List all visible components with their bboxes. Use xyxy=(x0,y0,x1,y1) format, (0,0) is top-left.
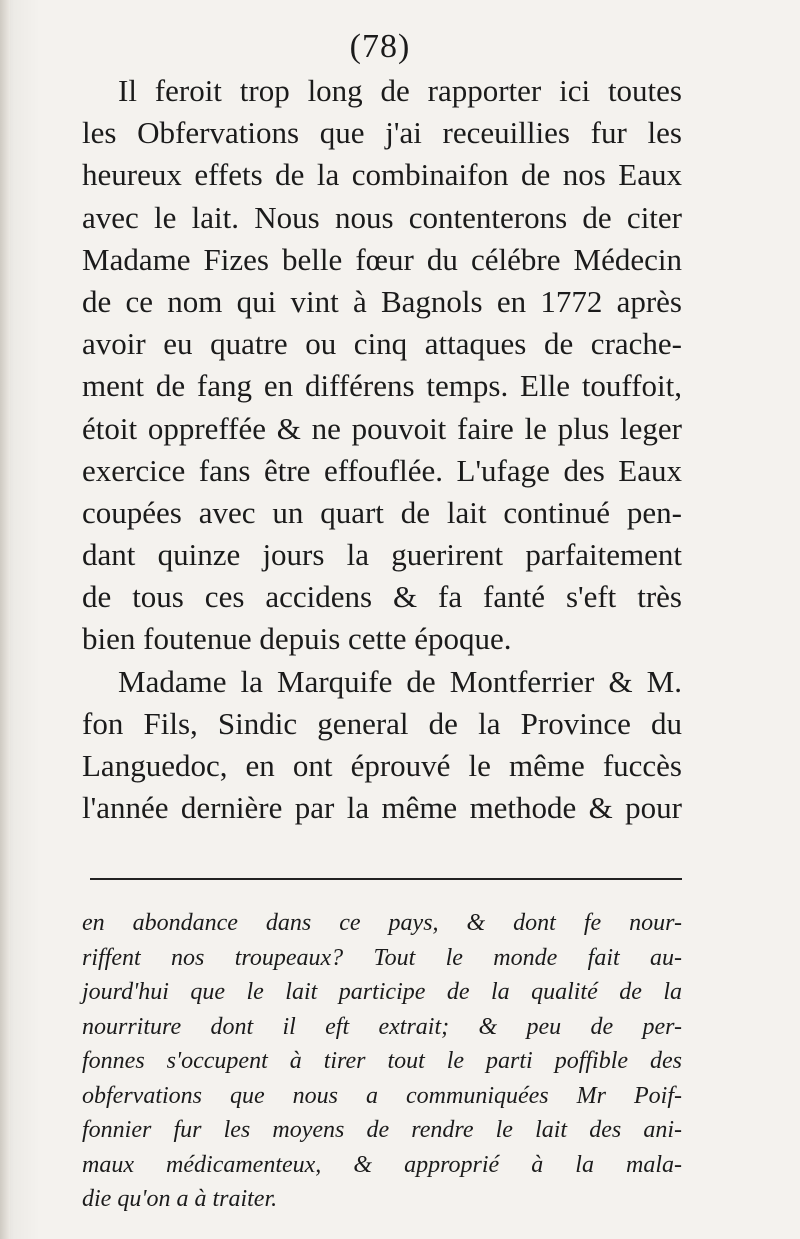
footnote-line: en abondance dans ce pays, & dont fe nour- xyxy=(82,910,682,936)
text-line: avec le lait. Nous nous contenterons de citer xyxy=(82,199,682,235)
footnote-line: fonnier fur les moyens de rendre le lait des ani- xyxy=(82,1117,682,1143)
text-line: dant quinze jours la guerirent parfaitement xyxy=(82,537,682,573)
footnote-line: riffent nos troupeaux? Tout le monde fait au- xyxy=(82,944,682,971)
footnote-line: jourd'hui que le lait participe de la qualité de la xyxy=(82,979,682,1005)
text-line: heureux effets de la combinaifon de nos Eaux xyxy=(82,157,682,193)
text-line: coupées avec un quart de lait continué pen- xyxy=(82,494,682,530)
binding-shadow xyxy=(0,0,10,1239)
footnote xyxy=(82,906,682,1217)
main-text xyxy=(82,70,682,829)
footnote-line: obfervations que nous a communiquées Mr Poif- xyxy=(82,1082,682,1109)
text-line: bien foutenue depuis cette époque. xyxy=(82,621,512,657)
footnote-line: maux médicamenteux, & approprié à la mala- xyxy=(82,1151,682,1178)
text-line: fon Fils, Sindic general de la Province du xyxy=(82,705,682,741)
footnote-divider xyxy=(90,878,682,880)
text-line: avoir eu quatre ou cinq attaques de crache- xyxy=(82,326,682,362)
text-line: les Obfervations que j'ai receuillies fur les xyxy=(82,115,682,151)
text-line: l'année dernière par la même methode & pour xyxy=(82,790,682,826)
text-line: exercice fans être effouflée. L'ufage des Eaux xyxy=(82,452,682,488)
footnote-line: fonnes s'occupent à tirer tout le parti poffible des xyxy=(82,1048,682,1074)
text-line: étoit oppreffée & ne pouvoit faire le plus leger xyxy=(82,410,682,446)
text-line: Il feroit trop long de rapporter ici toutes xyxy=(118,73,682,108)
text-line: Languedoc, en ont éprouvé le même fuccès xyxy=(82,748,682,783)
footnote-line: die qu'on a à traiter. xyxy=(82,1186,278,1212)
text-line: Madame la Marquife de Montferrier & M. xyxy=(118,663,682,699)
text-line: de tous ces accidens & fa fanté s'eft très xyxy=(82,579,682,615)
text-line: de ce nom qui vint à Bagnols en 1772 après xyxy=(82,283,682,319)
footnote-line: nourriture dont il eft extrait; & peu de per- xyxy=(82,1013,682,1040)
text-line: Madame Fizes belle fœur du célébre Médecin xyxy=(82,241,682,277)
text-line: ment de fang en différens temps. Elle touffoit, xyxy=(82,368,682,404)
page-number: (78) xyxy=(349,28,411,65)
